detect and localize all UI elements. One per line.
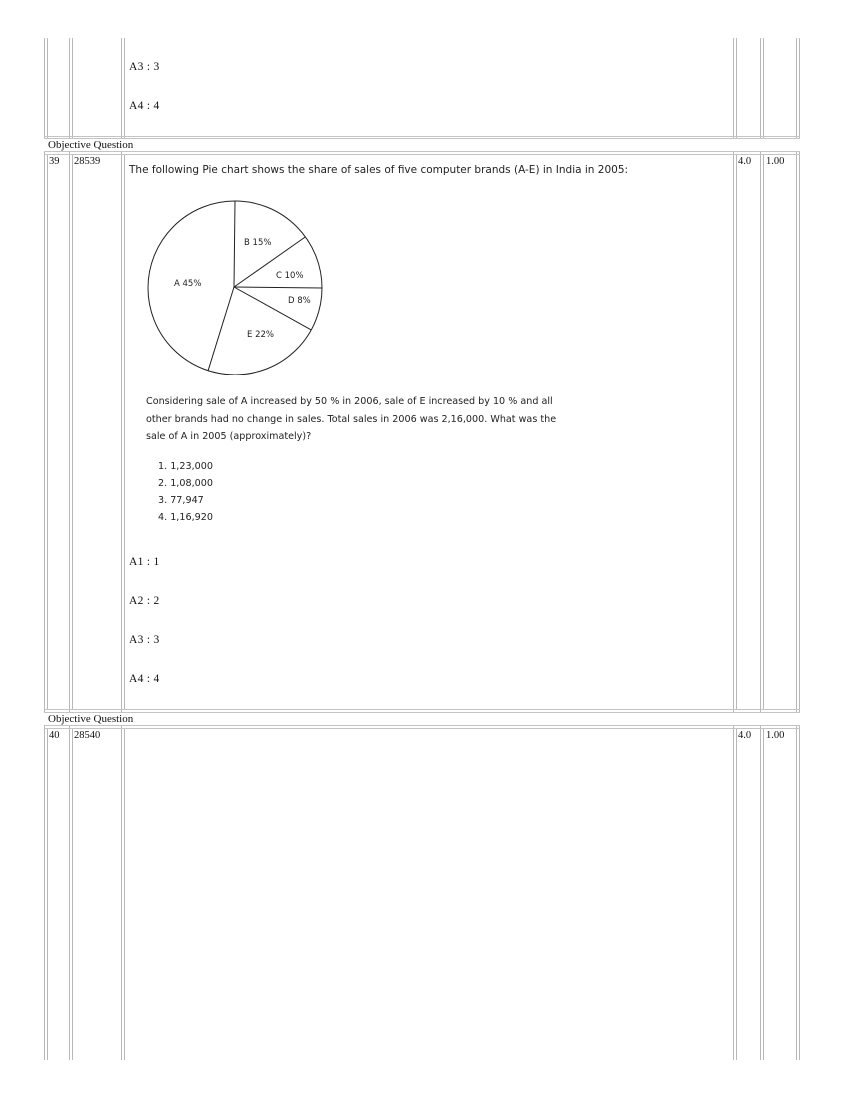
row-end-line-2: [44, 138, 800, 139]
pie-label-a: A 45%: [174, 279, 202, 289]
q39-col-divider-2: [121, 152, 122, 712]
answer-option: A2 : 2: [129, 595, 160, 607]
q39-col-divider-3: [733, 152, 734, 712]
col-divider-3b: [736, 38, 737, 138]
pie-slice-boundary: [234, 287, 322, 288]
pie-label-d: D 8%: [288, 296, 311, 306]
table-border-left-inner: [47, 38, 48, 138]
stem-line: Considering sale of A increased by 50 % in 2006, sale of E increased by 10 % and all: [146, 396, 553, 407]
pie-label-c: C 10%: [276, 271, 304, 281]
question-marks: 4.0: [738, 156, 752, 167]
option-item: 2. 1,08,000: [158, 478, 213, 489]
q40-border-right-inner: [799, 726, 800, 1060]
q39-col-divider-4: [760, 152, 761, 712]
col-divider-4b: [763, 38, 764, 138]
q40-col-divider-1: [69, 726, 70, 1060]
question-stem: [146, 393, 566, 446]
q40-border-right: [796, 726, 797, 1060]
question-number: 39: [49, 156, 60, 167]
question-number: 40: [49, 730, 60, 741]
pie-label-e: E 22%: [247, 330, 274, 340]
q39-header-line: [44, 151, 800, 152]
pie-label-b: B 15%: [244, 238, 272, 248]
negative-marks: 1.00: [766, 730, 785, 741]
q39-col-divider-4b: [763, 155, 764, 710]
section-label: Objective Question: [48, 713, 134, 725]
option-list: [158, 458, 213, 526]
q40-border-left: [44, 726, 45, 1060]
stem-line: other brands had no change in sales. Total sales in 2006 was 2,16,000. What was the: [146, 413, 557, 425]
col-divider-3: [733, 38, 734, 138]
table-border-right-inner: [799, 38, 800, 138]
question-id: 28540: [74, 730, 101, 741]
option-item: 4. 1,16,920: [158, 512, 213, 523]
col-divider-1b: [72, 38, 73, 138]
negative-marks: 1.00: [766, 156, 785, 167]
col-divider-2b: [124, 38, 125, 138]
q40-col-divider-1b: [72, 729, 73, 1060]
q39-border-right-inner: [799, 152, 800, 712]
q39-col-divider-3b: [736, 155, 737, 710]
answer-option: A3 : 3: [129, 61, 160, 73]
q40-header-line-2: [44, 728, 800, 729]
section-label: Objective Question: [48, 139, 134, 151]
question-text: The following Pie chart shows the share of sales of five computer brands (A-E) in India in 2005:: [129, 164, 629, 176]
col-divider-1: [69, 38, 70, 138]
q40-border-left-inner: [47, 729, 48, 1060]
table-border-left: [44, 38, 45, 138]
answer-option: A1 : 1: [129, 556, 160, 568]
q40-col-divider-4: [760, 726, 761, 1060]
col-divider-2: [121, 38, 122, 138]
q40-col-divider-2: [121, 726, 122, 1060]
pie-slice-boundary: [208, 287, 234, 371]
q40-col-divider-2b: [124, 729, 125, 1060]
q40-col-divider-3: [733, 726, 734, 1060]
q40-col-divider-4b: [763, 729, 764, 1060]
option-item: 1. 1,23,000: [158, 461, 213, 472]
q39-col-divider-1: [69, 152, 70, 712]
question-marks: 4.0: [738, 730, 752, 741]
q39-end-line: [44, 709, 800, 710]
q39-border-left-inner: [47, 155, 48, 710]
option-item: 3. 77,947: [158, 495, 204, 506]
row-end-line: [44, 136, 800, 137]
answer-option: A4 : 4: [129, 100, 160, 112]
q39-header-line-2: [44, 154, 800, 155]
q39-border-left: [44, 152, 45, 712]
q40-header-line: [44, 725, 800, 726]
answer-option: A4 : 4: [129, 673, 160, 685]
q40-col-divider-3b: [736, 729, 737, 1060]
pie-chart: [140, 200, 340, 375]
answer-option: A3 : 3: [129, 634, 160, 646]
table-border-right: [796, 38, 797, 138]
q39-border-right: [796, 152, 797, 712]
stem-line: sale of A in 2005 (approximately)?: [146, 431, 312, 442]
q39-end-line-2: [44, 712, 800, 713]
pie-slice-boundary: [234, 201, 235, 287]
pie-slice-boundary: [234, 287, 311, 330]
col-divider-4: [760, 38, 761, 138]
q39-col-divider-2b: [124, 155, 125, 710]
q39-col-divider-1b: [72, 155, 73, 710]
question-id: 28539: [74, 156, 101, 167]
